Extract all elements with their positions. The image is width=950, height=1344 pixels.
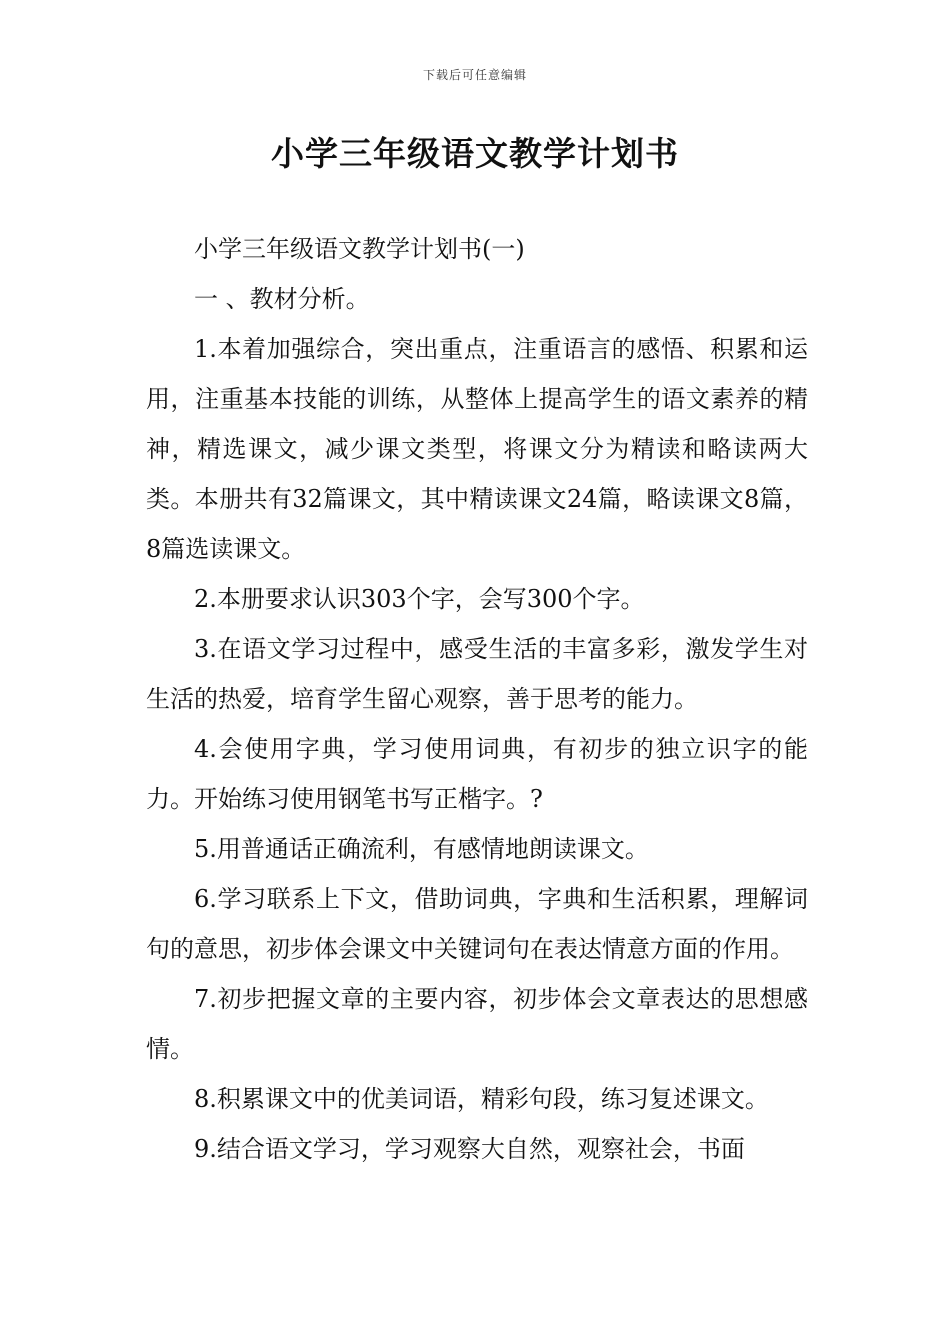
header-note: 下载后可任意编辑 bbox=[422, 68, 527, 82]
paragraph-5: 5.用普通话正确流利，有感情地朗读课文。 bbox=[194, 835, 649, 863]
paragraph-4: 4.会使用字典，学习使用词典，有初步的独立识字的能力。开始练习使用钢笔书写正楷字。? bbox=[146, 735, 808, 813]
document-title: 小学三年级语文教学计划书 bbox=[271, 134, 679, 173]
paragraph-7: 7.初步把握文章的主要内容，初步体会文章表达的思想感情。 bbox=[146, 985, 808, 1063]
section-heading: 一 、教材分析。 bbox=[194, 285, 370, 313]
paragraph-2: 2.本册要求认识303个字，会写300个字。 bbox=[194, 585, 645, 613]
paragraph-1: 1.本着加强综合，突出重点，注重语言的感悟、积累和运用，注重基本技能的训练，从整体上提高学生的语文素养的精神，精选课文，减少课文类型，将课文分为精读和略读两大类。本册共有32篇课文，其中精读课文24篇，略读课文8篇，8篇选读课文。 bbox=[146, 335, 808, 563]
document-body bbox=[146, 224, 808, 1174]
paragraph-3: 3.在语文学习过程中，感受生活的丰富多彩，激发学生对生活的热爱，培育学生留心观察，善于思考的能力。 bbox=[146, 635, 808, 713]
paragraph-9: 9.结合语文学习，学习观察大自然，观察社会，书面 bbox=[194, 1135, 745, 1163]
subtitle-paragraph: 小学三年级语文教学计划书(一) bbox=[194, 235, 525, 263]
paragraph-6: 6.学习联系上下文，借助词典，字典和生活积累，理解词句的意思，初步体会课文中关键词句在表达情意方面的作用。 bbox=[146, 885, 808, 963]
paragraph-8: 8.积累课文中的优美词语，精彩句段，练习复述课文。 bbox=[194, 1085, 769, 1113]
